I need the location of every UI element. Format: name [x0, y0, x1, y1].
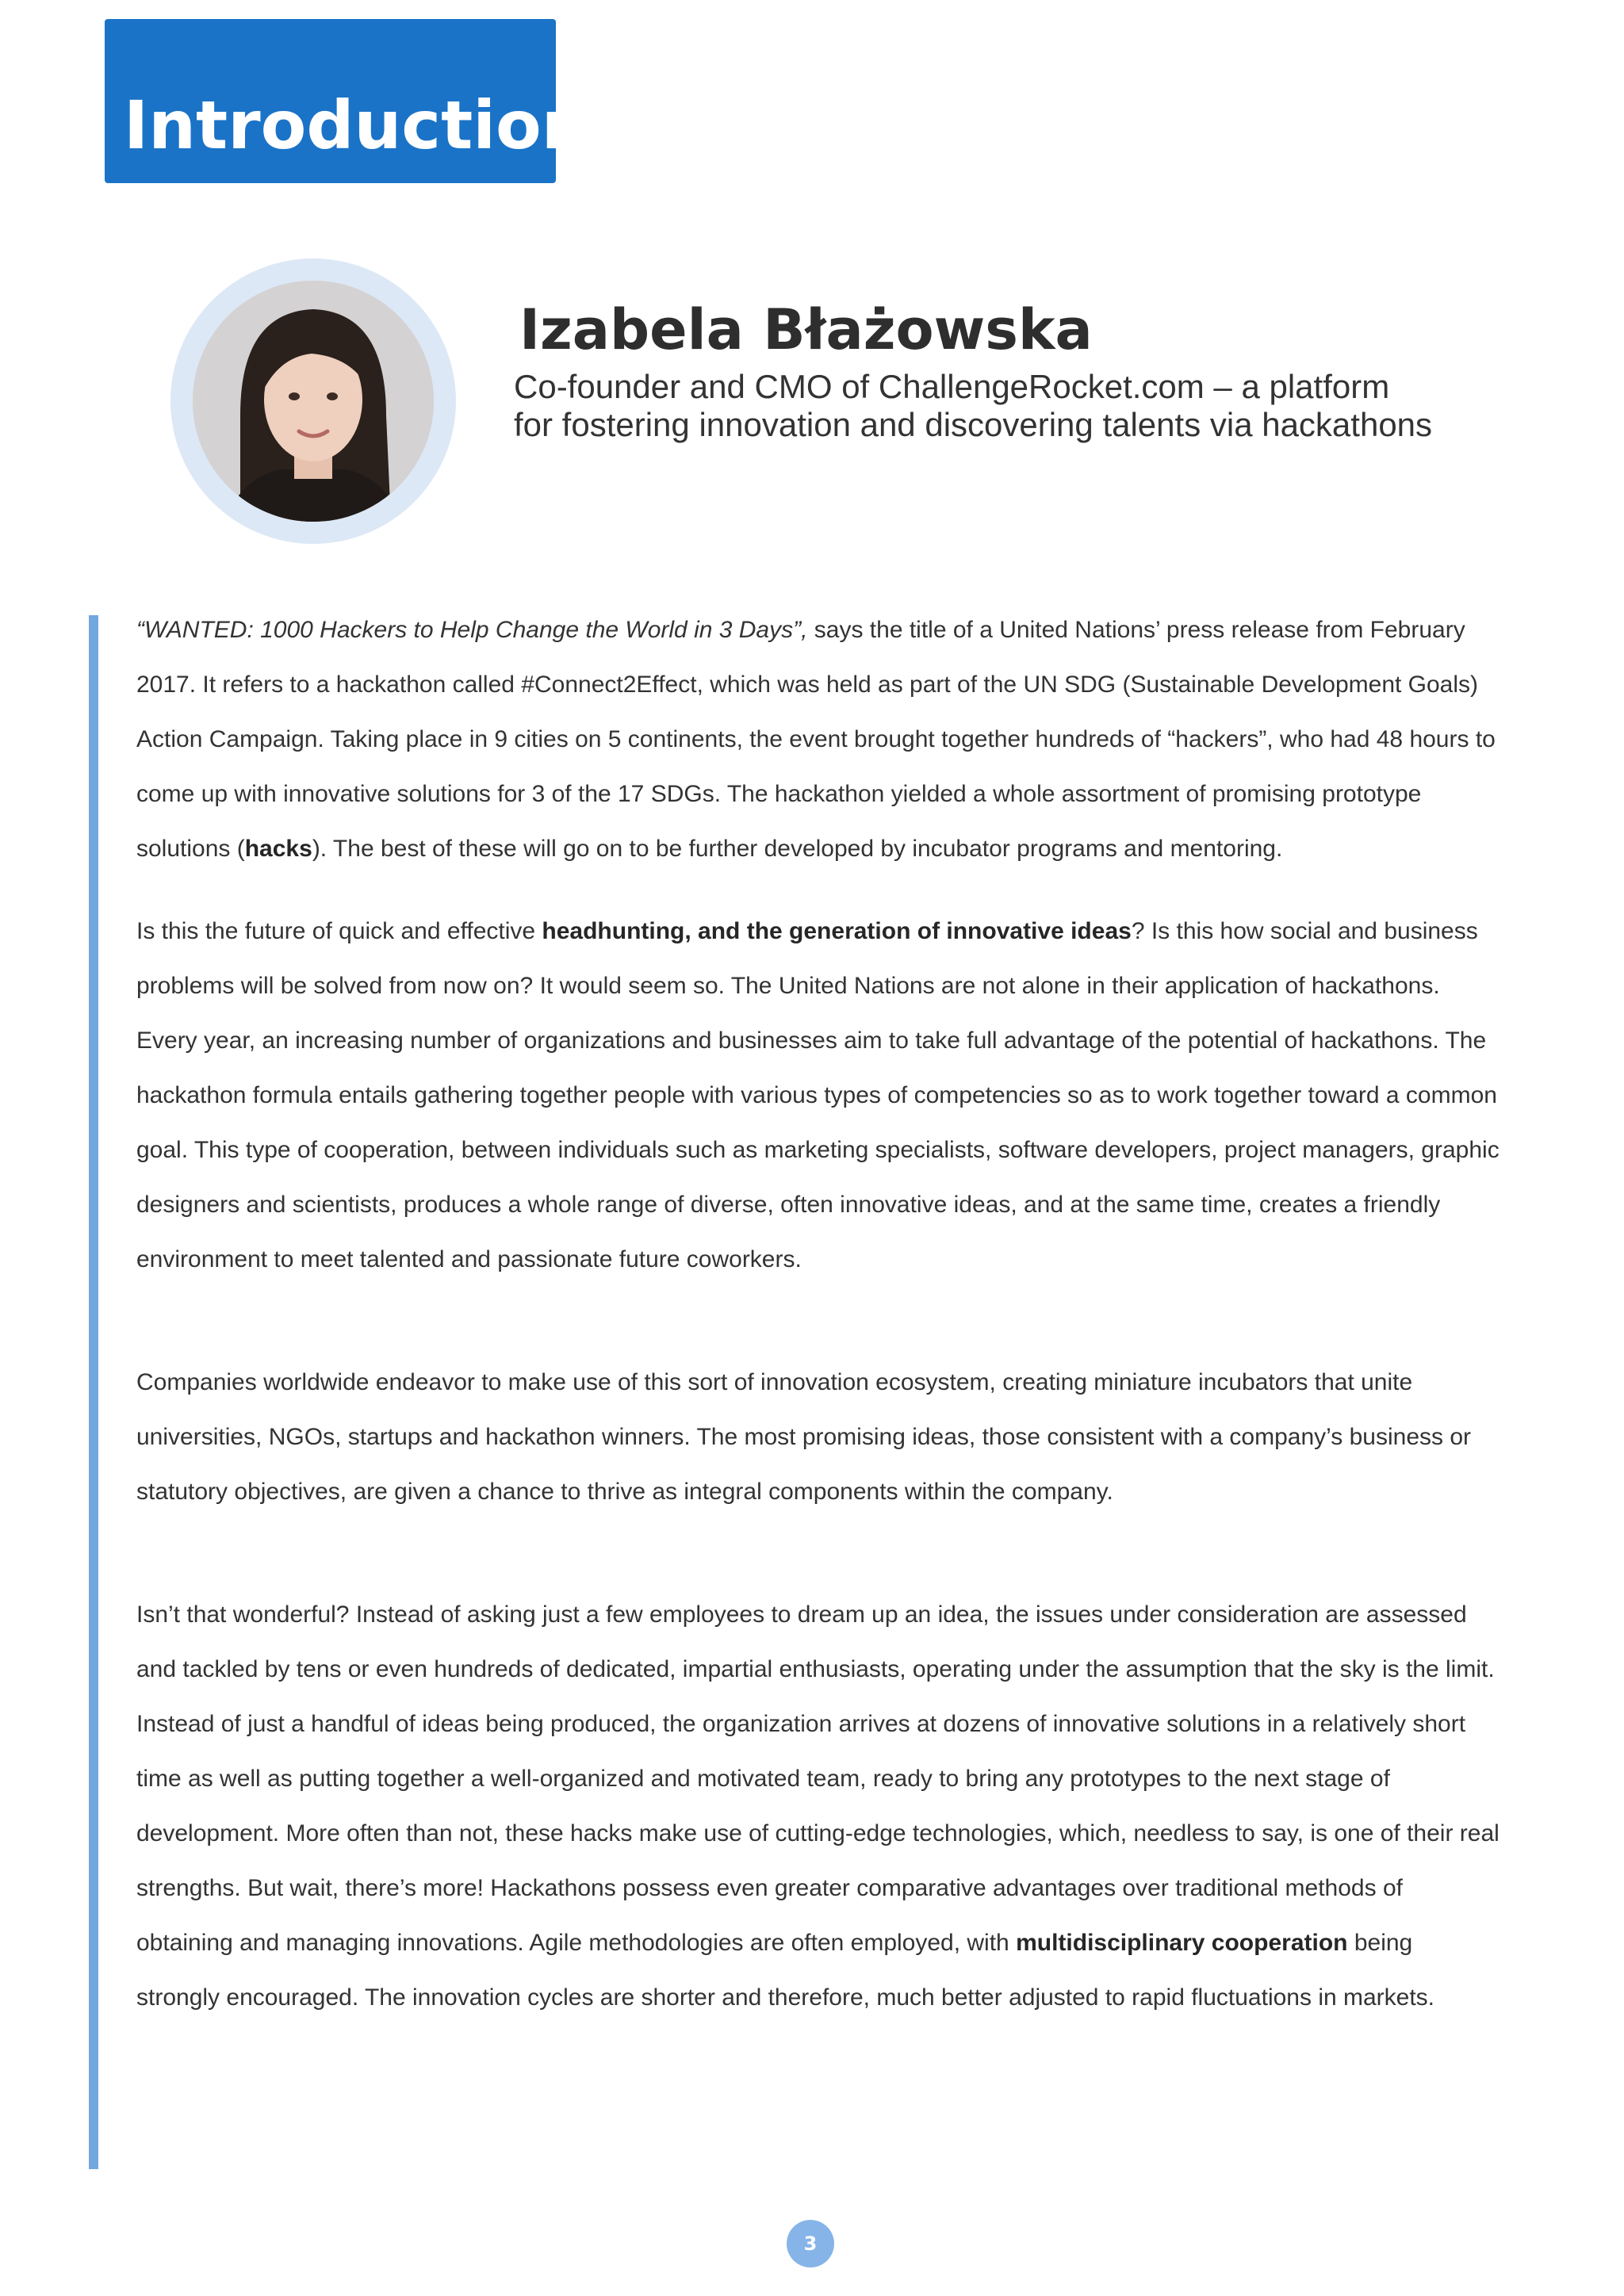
- paragraph-2-text-a: Is this the future of quick and effective: [136, 918, 542, 944]
- author-avatar: [193, 281, 434, 522]
- article-body: [136, 603, 1500, 2025]
- press-release-quote: “WANTED: 1000 Hackers to Help Change the World in 3 Days”,: [136, 617, 808, 643]
- paragraph-4: [136, 1587, 1500, 2025]
- author-name: Izabela Błażowska: [519, 297, 1093, 362]
- paragraph-2-text-b: ? Is this how social and business problems will be solved from now on? It would seem so. The United Nations are not alone in their application of hackathons. Every year, an increasing number of organizations and businesses aim to take full advantage of the potential of hackathons. The hackathon formula entails gathering together people with various types of competencies so as to work together toward a common goal. This type of cooperation, between individuals such as marketing specialists, software developers, project managers, graphic designers and scientists, produces a whole range of diverse, often innovative ideas, and at the same time, creates a friendly environment to meet talented and passionate future coworkers.: [136, 918, 1500, 1272]
- author-role-line-2: for fostering innovation and discovering talents via hackathons: [514, 406, 1433, 443]
- bold-term-headhunting: headhunting, and the generation of innovative ideas: [542, 918, 1132, 944]
- bold-term-hacks: hacks: [244, 836, 312, 862]
- paragraph-1: [136, 603, 1500, 876]
- portrait-photo-icon: [193, 281, 434, 522]
- section-title-box: [105, 19, 589, 183]
- author-role-line-1: Co-founder and CMO of ChallengeRocket.com – a platform: [514, 368, 1390, 405]
- avatar-ring: [170, 258, 456, 544]
- section-title: Introduction: [124, 86, 589, 164]
- paragraph-2: [136, 904, 1500, 1287]
- page-number-badge: 3: [787, 2220, 834, 2267]
- paragraph-1-text-b: ). The best of these will go on to be further developed by incubator programs and mentoring.: [312, 836, 1283, 862]
- quote-side-bar: [89, 615, 98, 2169]
- author-role: [514, 368, 1545, 444]
- paragraph-4-text-b: being strongly encouraged. The innovation cycles are shorter and therefore, much better adjusted to rapid fluctuations in markets.: [136, 1930, 1435, 2011]
- paragraph-4-text-a: Isn’t that wonderful? Instead of asking just a few employees to dream up an idea, the issues under consideration are assessed and tackled by tens or even hundreds of dedicated, impartial enthusiasts, operating under the assumption that the sky is the limit. Instead of just a handful of ideas being produced, the organization arrives at dozens of innovative solutions in a relatively short time as well as putting together a well-organized and motivated team, ready to bring any prototypes to the next stage of development. More often than not, these hacks make use of cutting-edge technologies, which, needless to say, is one of their real strengths. But wait, there’s more! Hackathons possess even greater comparative advantages over traditional methods of obtaining and managing innovations. Agile methodologies are often employed, with: [136, 1601, 1500, 1956]
- paragraph-1-text-a: says the title of a United Nations’ press release from February 2017. It refers to a hackathon called #Connect2Effect, which was held as part of the UN SDG (Sustainable Development Goals) Action Campaign. Taking place in 9 cities on 5 continents, the event brought together hundreds of “hackers”, who had 48 hours to come up with innovative solutions for 3 of the 17 SDGs. The hackathon yielded a whole assortment of promising prototype solutions (: [136, 617, 1496, 862]
- bold-term-multidisciplinary: multidisciplinary cooperation: [1016, 1930, 1348, 1956]
- paragraph-3: Companies worldwide endeavor to make use of this sort of innovation ecosystem, creating miniature incubators that unite universities, NGOs, startups and hackathon winners. The most promising ideas, those consistent with a company’s business or statutory objectives, are given a chance to thrive as integral components within the company.: [136, 1369, 1472, 1505]
